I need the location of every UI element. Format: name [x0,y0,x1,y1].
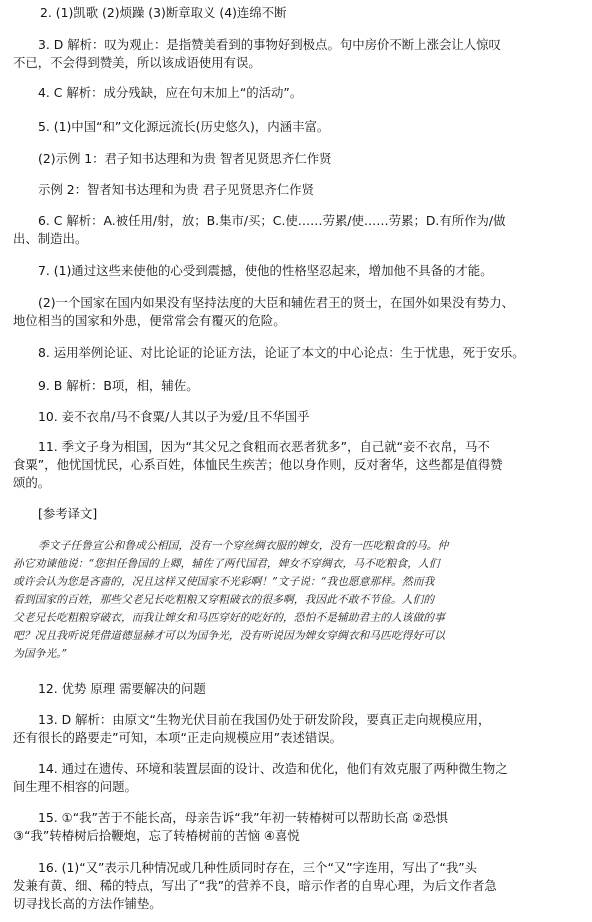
answer-14-line-1: 14. 通过在遗传、环境和装置层面的设计、改造和优化，他们有效克服了两种微生物之 [38,761,508,776]
answer-5-example-1: (2)示例 1：君子知书达理和为贵 智者见贤思齐仁作贤 [38,151,332,166]
answer-6-line-1: 6. C 解析：A.被任用/射，放；B.集市/买；C.使……劳累/使……劳累；D.有所作为/做 [38,213,506,228]
answer-4: 4. C 解析：成分残缺，应在句末加上“的活动”。 [38,85,303,100]
answer-16-line-1: 16. (1)“又”表示几种情况或几种性质同时存在，三个“又”字连用，写出了“我”头 [38,860,478,875]
answer-10: 10. 妾不衣帛/马不食粟/人其以子为爱/且不华国乎 [38,409,310,424]
translation-line-4: 看到国家的百姓，那些父老兄长吃粗粮又穿粗破衣的很多啊，我因此不敢不节俭。人们的 [13,593,435,606]
answer-15-line-1: 15. ①“我”苦于不能长高，母亲告诉“我”年初一转椿树可以帮助长高 ②恐惧 [38,810,449,825]
translation-line-5: 父老兄长吃粗粮穿破衣，而我让婢女和马匹穿好的吃好的，恐怕不是辅助君主的人该做的事 [13,611,445,624]
answer-13-line-1: 13. D 解析：由原文“生物光伏目前在我国仍处于研发阶段，要真正走向规模应用， [38,712,491,727]
translation-line-7: 为国争光。” [13,647,68,660]
answer-5-example-2: 示例 2：智者知书达理和为贵 君子见贤思齐仁作贤 [38,182,314,197]
answer-11-line-1: 11. 季文子身为相国，因为“其父兄之食粗而衣恶者犹多”，自己就“妾不衣帛，马不 [38,439,490,454]
answer-8: 8. 运用举例论证、对比论证的论证方法，论证了本文的中心论点：生于忧患，死于安乐。 [38,345,525,360]
answer-9: 9. B 解析：B项，相，辅佐。 [38,378,199,393]
translation-line-1: 季文子任鲁宣公和鲁成公相国，没有一个穿丝绸衣服的婢女，没有一匹吃粮食的马。仲 [38,539,449,552]
answer-5-part-1: 5. (1)中国“和”文化源远流长(历史悠久)，内涵丰富。 [38,119,330,134]
answer-11-line-2: 食粟”，他忧国忧民，心系百姓，体恤民生疾苦；他以身作则，反对奢华，这些都是值得赞 [13,457,503,472]
answer-6-line-2: 出、制造出。 [13,231,88,246]
reference-translation-heading: [参考译文] [38,506,98,521]
translation-line-2: 孙它劝谏他说：“您担任鲁国的上卿，辅佐了两代国君，婢女不穿绸衣，马不吃粮食，人们 [13,557,440,570]
translation-line-3: 或许会认为您是吝啬的，况且这样又使国家不光彩啊！”文子说：“我也愿意那样。然而我 [13,575,435,588]
answer-2: 2. (1)凯歌 (2)烦躁 (3)断章取义 (4)连绵不断 [40,5,287,20]
answer-7-part-2-line-1: (2)一个国家在国内如果没有坚持法度的大臣和辅佐君王的贤士，在国外如果没有势力、 [38,295,515,310]
answer-13-line-2: 还有很长的路要走”可知，本项“正走向规模应用”表述错误。 [13,730,343,745]
answer-11-line-3: 颂的。 [13,475,51,490]
answer-7-part-2-line-2: 地位相当的国家和外患，便常常会有覆灭的危险。 [13,313,286,328]
answer-3-line-1: 3. D 解析：叹为观止：是指赞美看到的事物好到极点。句中房价不断上涨会让人惊叹 [38,37,501,52]
answer-16-line-3: 切寻找长高的方法作铺垫。 [13,896,162,911]
answer-14-line-2: 间生理不相容的问题。 [13,779,137,794]
answer-15-line-2: ③“我”转椿树后拾鞭炮，忘了转椿树前的苦恼 ④喜悦 [13,828,300,843]
answer-16-line-2: 发兼有黄、细、稀的特点，写出了“我”的营养不良，暗示作者的自卑心理，为后文作者急 [13,878,497,893]
answer-7-part-1: 7. (1)通过这些来使他的心受到震撼，使他的性格坚忍起来，增加他不具备的才能。 [38,263,493,278]
translation-line-6: 吧？况且我听说凭借道德显赫才可以为国争光，没有听说因为婢女穿绸衣和马匹吃得好可以 [13,629,445,642]
answer-3-line-2: 不已，不会得到赞美，所以该成语使用有误。 [13,55,261,70]
answer-12: 12. 优势 原理 需要解决的问题 [38,681,206,696]
